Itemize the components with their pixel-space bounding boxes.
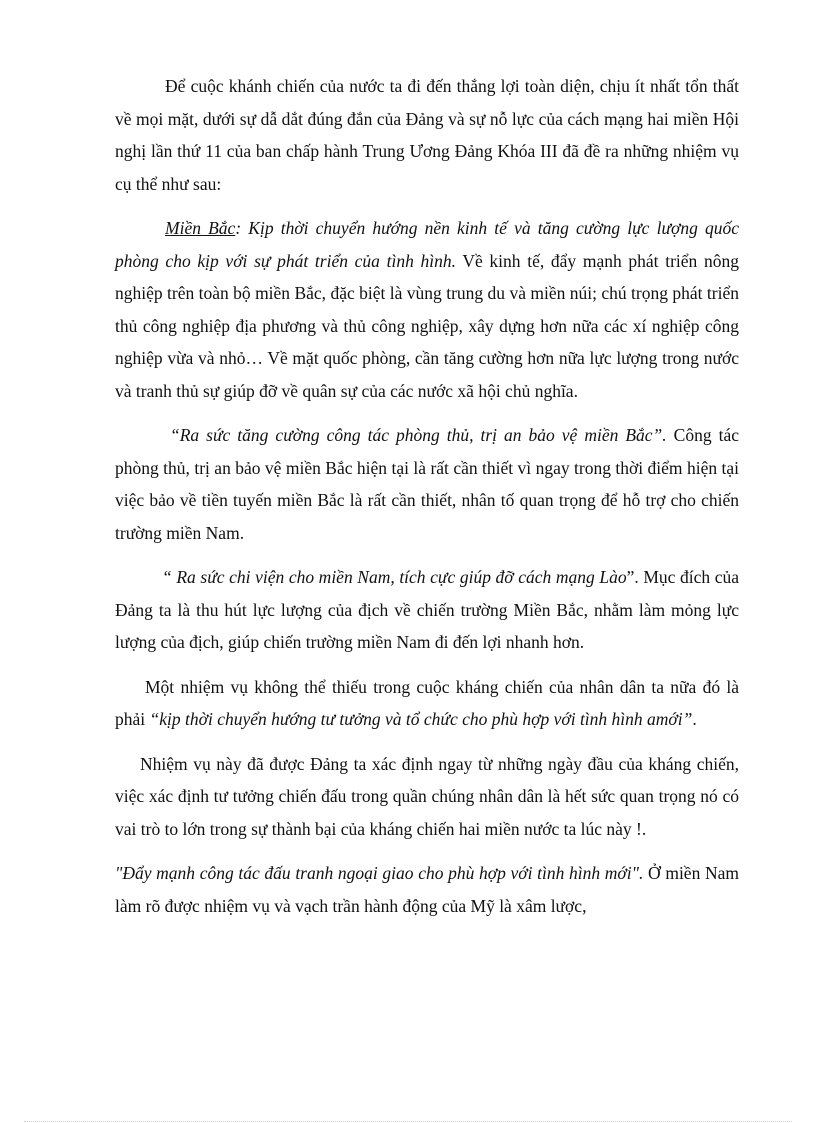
document-page	[115, 70, 739, 922]
task-ideology: “kịp thời chuyển hướng tư tưởng và tổ chức cho phù hợp với tình hình amới”	[149, 709, 693, 729]
paragraph-ideology	[115, 671, 739, 736]
paragraph-diplomacy	[115, 857, 739, 922]
paragraph-north-body: Về kinh tế, đẩy mạnh phát triển nông nghiệp trên toàn bộ miền Bắc, đặc biệt là vùng trung du và miền núi; chú trọng phát triển thủ công nghiệp địa phương và thủ công nghiệp, xây dựng hơn nữa các xí nghiệp công nghiệp vừa và nhỏ… Về mặt quốc phòng, cần tăng cường hơn nữa lực lượng trong nước và tranh thủ sự giúp đỡ về quân sự của các nước xã hội chủ nghĩa.	[115, 250, 739, 401]
task-defense-security: “Ra sức tăng cường công tác phòng thủ, trị an bảo vệ miền Bắc”.	[170, 425, 667, 445]
paragraph-diplomacy-body: Ở miền Nam làm rõ được nhiệm vụ và vạch trần hành động của Mỹ là xâm lược,	[115, 863, 739, 916]
task-diplomacy: "Đẩy mạnh công tác đấu tranh ngoại giao cho phù hợp với tình hình mới".	[115, 863, 644, 883]
paragraph-north-tasks	[115, 212, 739, 407]
paragraph-support-south	[115, 561, 739, 659]
paragraph-intro: Để cuộc khánh chiến của nước ta đi đến thắng lợi toàn diện, chịu ít nhất tổn thất về mọi mặt, dưới sự dẫ dắt đúng đắn của Đảng và sự nỗ lực của cách mạng hai miền Hội nghị lần thứ 11 của ban chấp hành Trung Ương Đảng Khóa III đã đề ra những nhiệm vụ cụ thể như sau:	[115, 76, 739, 194]
page-bottom-rule	[24, 1121, 792, 1122]
paragraph-defense-security	[115, 419, 739, 549]
paragraph-ideology-end: .	[692, 709, 697, 729]
paragraph-ideology-explanation: Nhiệm vụ này đã được Đảng ta xác định ngay từ những ngày đầu của kháng chiến, việc xác định tư tưởng chiến đấu trong quần chúng nhân dân là hết sức quan trọng nó có vai trò to lớn trong sự thành bại của kháng chiến hai miền nước ta lúc này !.	[115, 753, 739, 839]
heading-colon: :	[235, 218, 249, 238]
open-quote: “	[162, 567, 177, 587]
task-support-south: Ra sức chi viện cho miền Nam, tích cực giúp đỡ cách mạng Lào	[176, 567, 627, 587]
paragraph-ideology-lead: Một nhiệm vụ không thể thiếu trong cuộc kháng chiến của nhân dân ta nữa đó là phải	[115, 676, 739, 729]
heading-mien-bac: Miền Bắc	[165, 218, 236, 238]
task-economy-defense: Kịp thời chuyển hướng nền kinh tế và tăng cường lực lượng quốc phòng cho kịp với sự phát triển của tình hình.	[115, 218, 739, 271]
paragraph-support-body: ”. Mục đích của Đảng ta là thu hút lực lượng của địch về chiến trường Miền Bắc, nhằm làm mỏng lực lượng của địch, giúp chiến trường miền Nam đi đến lợi nhanh hơn.	[115, 567, 739, 652]
paragraph-defense-body: Công tác phòng thủ, trị an bảo vệ miền Bắc hiện tại là rất cần thiết vì ngay trong thời điểm hiện tại việc bảo về tiền tuyến miền Bắc là rất cần thiết, nhân tố quan trọng để hỗ trợ cho chiến trường miền Nam.	[115, 425, 740, 543]
